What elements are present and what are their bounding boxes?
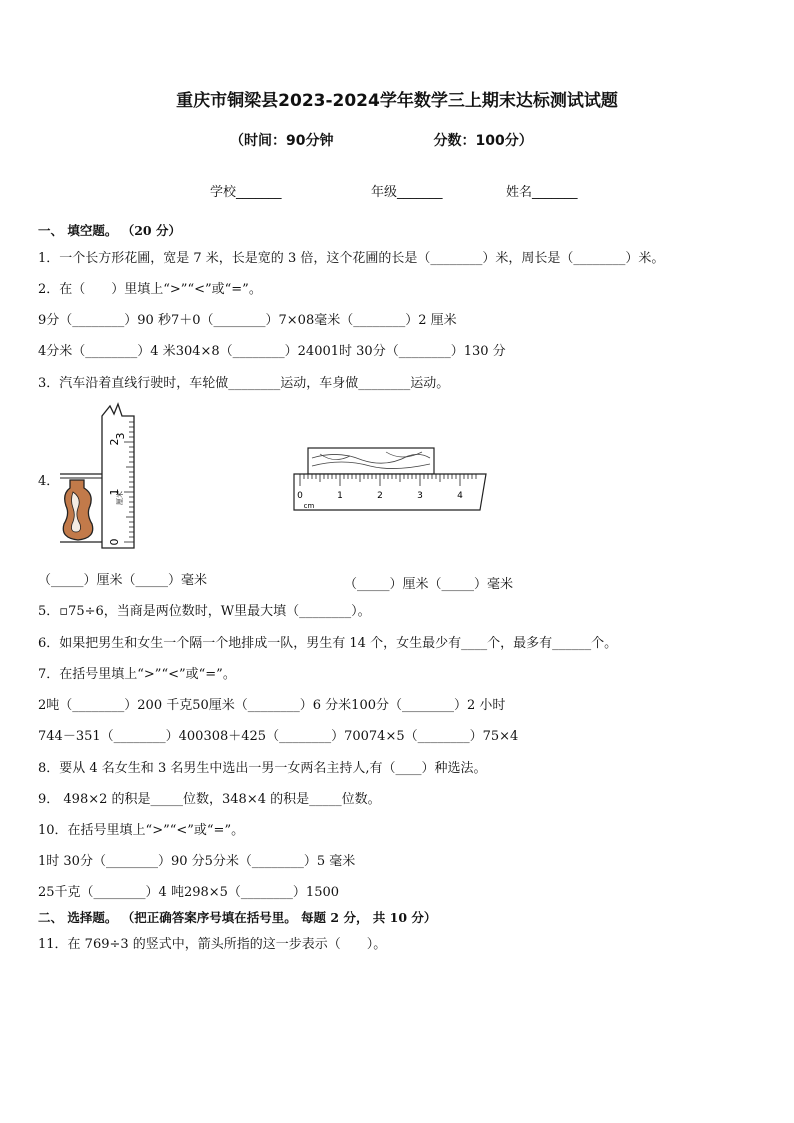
- question-1: 1．一个长方形花圃，宽是 7 米，长是宽的 3 倍，这个花圃的长是（________）米，周长是（________）米。: [38, 251, 665, 266]
- blank-item[interactable]: 744－351（________）400: [38, 729, 204, 744]
- ruler-unit-label: cm: [303, 502, 315, 510]
- question-8: 8．要从 4 名女生和 3 名男生中选出一男一女两名主持人,有（____）种选法。: [38, 761, 487, 776]
- name-field[interactable]: 姓名_______: [506, 185, 578, 200]
- time-limit: （时间：90分钟: [230, 133, 334, 149]
- wood-block: [308, 448, 434, 474]
- ruler-tick-label: 1: [337, 491, 343, 501]
- section-choice-heading: 二、 选择题。 （把正确答案序号填在括号里。 每题 2 分， 共 10 分）: [38, 910, 437, 925]
- ruler-tick-label: 4: [457, 491, 463, 501]
- question-4-answer-right[interactable]: （_____）厘米（_____）毫米: [344, 577, 514, 592]
- ruler-tick-label: 3: [417, 491, 423, 501]
- blank-item[interactable]: 2吨（________）200 千克: [38, 698, 193, 713]
- ruler-tick-label: 1: [108, 488, 121, 496]
- blank-item[interactable]: 298×5（________）1500: [183, 885, 340, 900]
- question-9: 9． 498×2 的积是_____位数，348×4 的积是_____位数。: [38, 792, 381, 807]
- exam-meta: [230, 130, 533, 150]
- blank-item[interactable]: 304×8（________）2400: [175, 344, 331, 359]
- question-2: 2．在（ ）里填上“>”“<”或“=”。: [38, 282, 262, 297]
- school-field[interactable]: 学校_______: [210, 185, 282, 200]
- blank-item[interactable]: 100分（________）2 小时: [351, 698, 506, 713]
- question-10-row-2: [38, 885, 339, 901]
- ruler-body: [102, 404, 134, 548]
- blank-item[interactable]: 4分米（________）4 米: [38, 344, 176, 359]
- question-11: 11．在 769÷3 的竖式中，箭头所指的这一步表示（ ）。: [38, 937, 387, 952]
- vertical-ruler-figure: [58, 402, 148, 552]
- blank-item[interactable]: 8毫米（________）2 厘米: [305, 313, 457, 328]
- question-10-row-1: [38, 854, 355, 870]
- ruler-unit-label: 厘米: [116, 491, 124, 505]
- question-6: 6．如果把男生和女生一个隔一个地排成一队，男生有 14 个，女生最少有____个，最多有______个。: [38, 636, 618, 651]
- question-7: 7．在括号里填上“>”“<”或“=”。: [38, 667, 236, 682]
- question-10: 10．在括号里填上“>”“<”或“=”。: [38, 823, 245, 838]
- blank-item[interactable]: 74×5（________）75×4: [368, 729, 519, 744]
- question-5: 5．▫75÷6，当商是两位数时，W里最大填（________）。: [38, 604, 371, 619]
- question-7-row-1: [38, 698, 505, 714]
- question-4-answer-left[interactable]: （_____）厘米（_____）毫米: [38, 573, 208, 588]
- page-title: 重庆市铜梁县2023-2024学年数学三上期末达标测试试题: [176, 91, 618, 111]
- blank-item[interactable]: 50厘米（________）6 分米: [192, 698, 352, 713]
- ruler-tick-label: 0: [108, 538, 121, 546]
- question-7-row-2: [38, 729, 518, 745]
- ruler-tick-label: 2: [108, 438, 121, 446]
- question-3: 3．汽车沿着直线行驶时，车轮做________运动，车身做________运动。: [38, 376, 450, 391]
- grade-field[interactable]: 年级_______: [371, 185, 443, 200]
- question-2-row-2: [38, 344, 506, 360]
- ruler-tick-label: 3: [114, 432, 127, 440]
- blank-item[interactable]: 1时 30分（________）90 分: [38, 854, 205, 869]
- section-fill-blank-heading: 一、 填空题。 （20 分）: [38, 223, 181, 238]
- horizontal-ruler-figure: [290, 446, 490, 514]
- ruler-tick-label: 2: [377, 491, 383, 501]
- blank-item[interactable]: 25千克（________）4 吨: [38, 885, 184, 900]
- total-score: 分数：100分）: [433, 133, 533, 149]
- question-2-row-1: [38, 313, 457, 329]
- ruler-tick-label: 0: [297, 491, 303, 501]
- blank-item[interactable]: 9分（________）90 秒: [38, 313, 171, 328]
- blank-item[interactable]: 308＋425（________）700: [203, 729, 369, 744]
- blank-item[interactable]: 7＋0（________）7×0: [170, 313, 306, 328]
- blank-item[interactable]: 5分米（________）5 毫米: [204, 854, 356, 869]
- blank-item[interactable]: 1时 30分（________）130 分: [330, 344, 506, 359]
- question-4-number: 4．: [38, 474, 60, 489]
